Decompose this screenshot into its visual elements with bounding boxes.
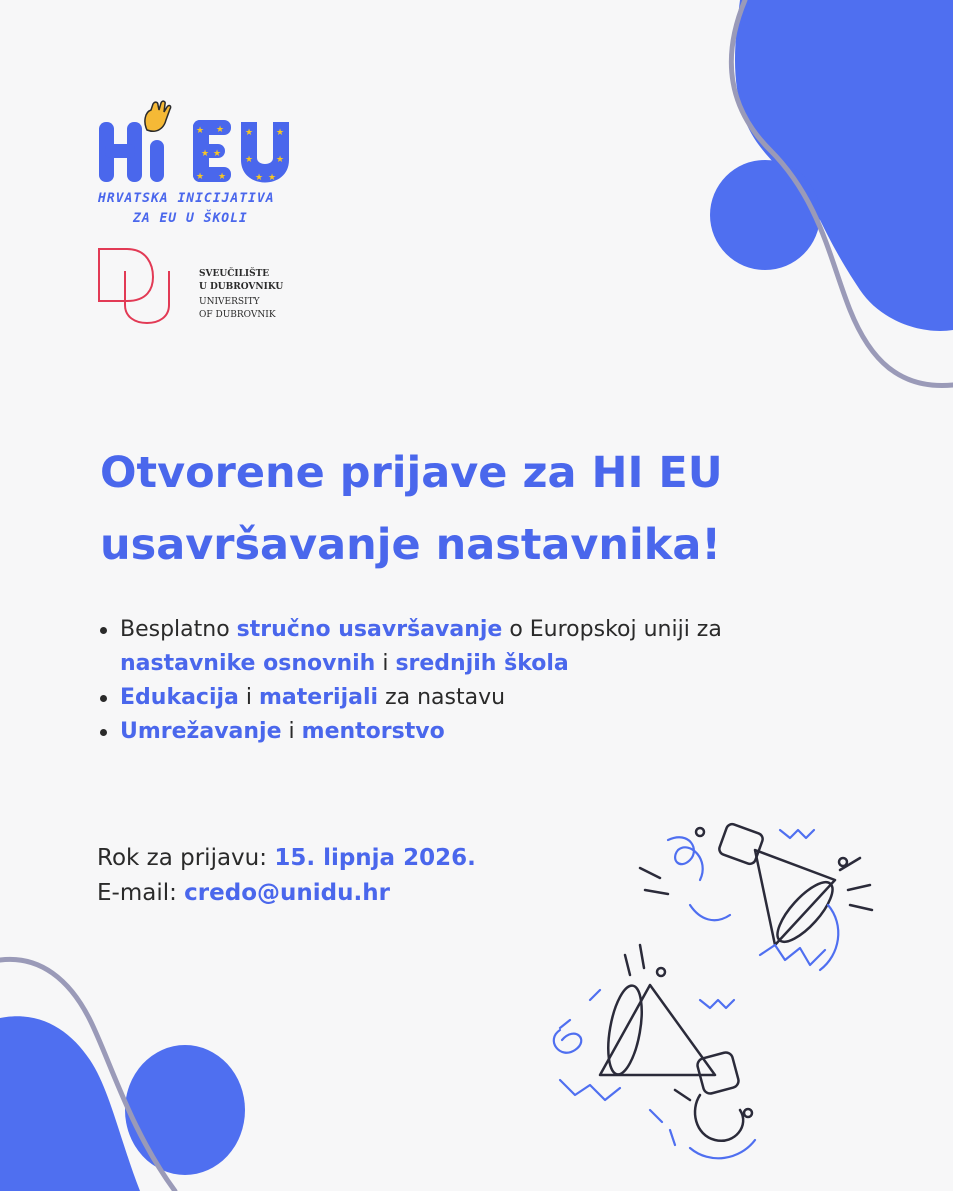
svg-text:★: ★ <box>268 173 277 183</box>
svg-text:★: ★ <box>201 149 210 159</box>
svg-text:★: ★ <box>213 149 222 159</box>
title-line-2: usavršavanje nastavnika! <box>100 520 722 570</box>
decorative-blob-bottom-left <box>0 950 260 1191</box>
page-title <box>100 437 860 581</box>
svg-text:★: ★ <box>255 173 264 183</box>
svg-text:★: ★ <box>276 155 285 165</box>
svg-text:★: ★ <box>196 172 205 182</box>
list-item: Besplatno stručno usavršavanje o Europskoj uniji za nastavnike osnovnih i srednjih škola <box>100 613 860 681</box>
contact-email: E-mail: credo@unidu.hr <box>97 880 390 906</box>
svg-text:★: ★ <box>218 172 227 182</box>
svg-text:★: ★ <box>245 128 254 138</box>
university-dubrovnik-logo <box>97 245 179 327</box>
logo-tagline-line1: HRVATSKA INICIJATIVA <box>98 191 275 206</box>
decorative-blob-top-right <box>700 0 953 400</box>
wave-hand-icon <box>145 101 171 131</box>
svg-text:★: ★ <box>216 125 225 135</box>
svg-text:★: ★ <box>245 155 254 165</box>
svg-text:★: ★ <box>196 126 205 136</box>
university-name-en: UNIVERSITY OF DUBROVNIK <box>199 297 276 320</box>
email-link[interactable]: credo@unidu.hr <box>184 880 390 906</box>
logo-tagline-line2: ZA EU U ŠKOLI <box>133 211 248 226</box>
list-item: Umrežavanje i mentorstvo <box>100 715 860 749</box>
svg-text:★: ★ <box>276 128 285 138</box>
benefits-list <box>100 613 860 749</box>
megaphone-icon <box>540 815 880 1185</box>
university-name-hr: SVEUČILIŠTE U DUBROVNIKU <box>199 269 284 292</box>
list-item: Edukacija i materijali za nastavu <box>100 681 860 715</box>
application-deadline: Rok za prijavu: 15. lipnja 2026. <box>97 845 476 871</box>
title-line-1: Otvorene prijave za HI EU <box>100 448 723 498</box>
